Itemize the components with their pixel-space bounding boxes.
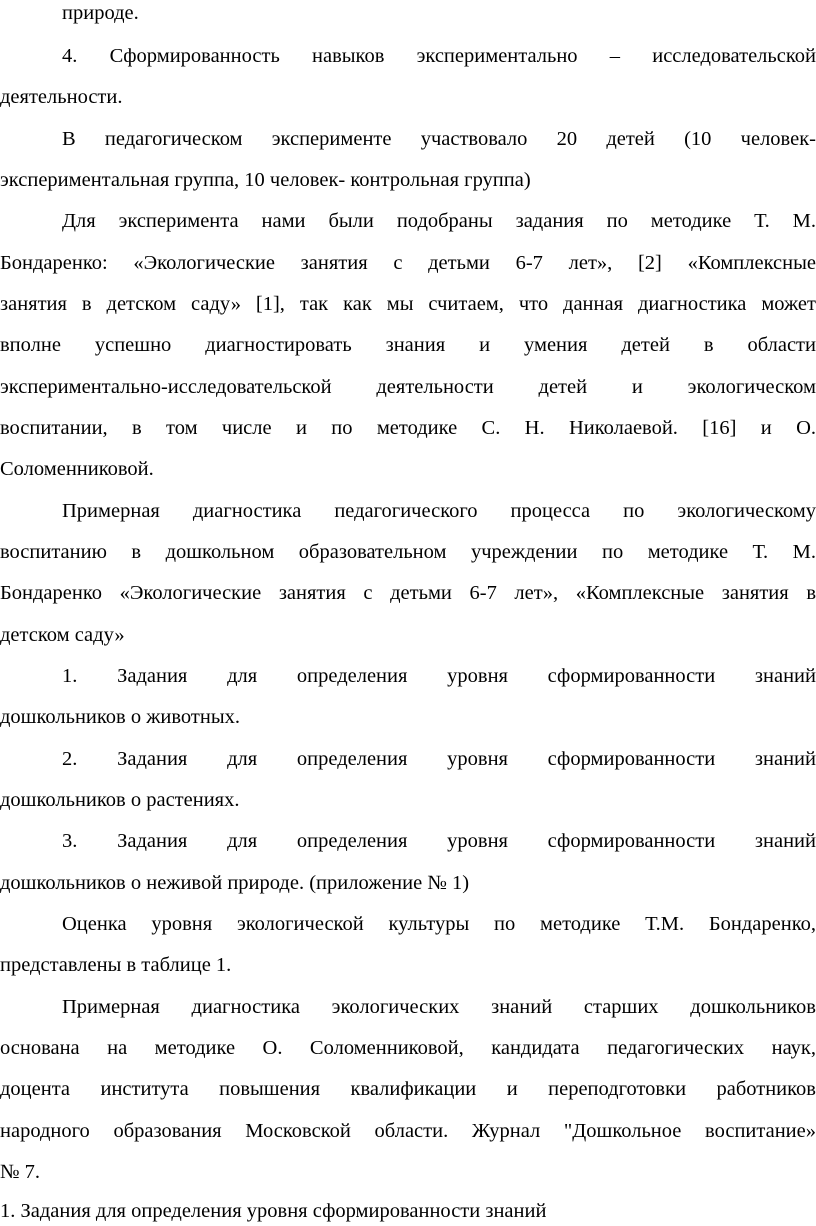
text-line: доцента института повышения квалификации и переподготовки работников xyxy=(0,1078,816,1100)
text-line: природе. xyxy=(62,2,139,24)
list-item-line: дошкольников о неживой природе. (приложение № 1) xyxy=(0,872,470,894)
text-line: основана на методике О. Соломенниковой, кандидата педагогических наук, xyxy=(0,1037,816,1059)
text-line: экспериментальная группа, 10 человек- контрольная группа) xyxy=(0,169,531,191)
list-item-line: 1. Задания для определения уровня сформированности знаний xyxy=(62,665,816,687)
text-line: Бондаренко: «Экологические занятия с детьми 6-7 лет», [2] «Комплексные xyxy=(0,252,816,274)
list-item-line: 1. Задания для определения уровня сформированности знаний xyxy=(0,1200,547,1222)
text-line: детском саду» xyxy=(0,624,125,646)
text-line: Бондаренко «Экологические занятия с детьми 6-7 лет», «Комплексные занятия в xyxy=(0,582,816,604)
list-item-line: дошкольников о животных. xyxy=(0,706,240,728)
text-line: воспитании, в том числе и по методике С. Н. Николаевой. [16] и О. xyxy=(0,417,816,439)
list-item-line: 2. Задания для определения уровня сформированности знаний xyxy=(62,748,816,770)
text-line: В педагогическом эксперименте участвовало 20 детей (10 человек- xyxy=(62,128,816,150)
text-line: Примерная диагностика педагогического процесса по экологическому xyxy=(62,500,816,522)
list-item-line: 3. Задания для определения уровня сформированности знаний xyxy=(62,830,816,852)
text-line: воспитанию в дошкольном образовательном учреждении по методике Т. М. xyxy=(0,541,816,563)
text-line: занятия в детском саду» [1], так как мы считаем, что данная диагностика может xyxy=(0,293,816,315)
text-line: Для эксперимента нами были подобраны задания по методике Т. М. xyxy=(62,210,816,232)
text-line: Оценка уровня экологической культуры по методике Т.М. Бондаренко, xyxy=(62,913,816,935)
text-line: вполне успешно диагностировать знания и умения детей в области xyxy=(0,334,816,356)
text-line: народного образования Московской области. Журнал "Дошкольное воспитание» xyxy=(0,1120,816,1142)
text-line: Соломенниковой. xyxy=(0,458,154,480)
list-item-line: дошкольников о растениях. xyxy=(0,789,240,811)
text-line: деятельности. xyxy=(0,86,123,108)
text-line: 4. Сформированность навыков экспериментально – исследовательской xyxy=(62,45,816,67)
text-line: представлены в таблице 1. xyxy=(0,954,232,976)
text-line: № 7. xyxy=(0,1161,41,1183)
text-line: экспериментально-исследовательской деятельности детей и экологическом xyxy=(0,376,816,398)
text-line: Примерная диагностика экологических знаний старших дошкольников xyxy=(62,996,816,1018)
